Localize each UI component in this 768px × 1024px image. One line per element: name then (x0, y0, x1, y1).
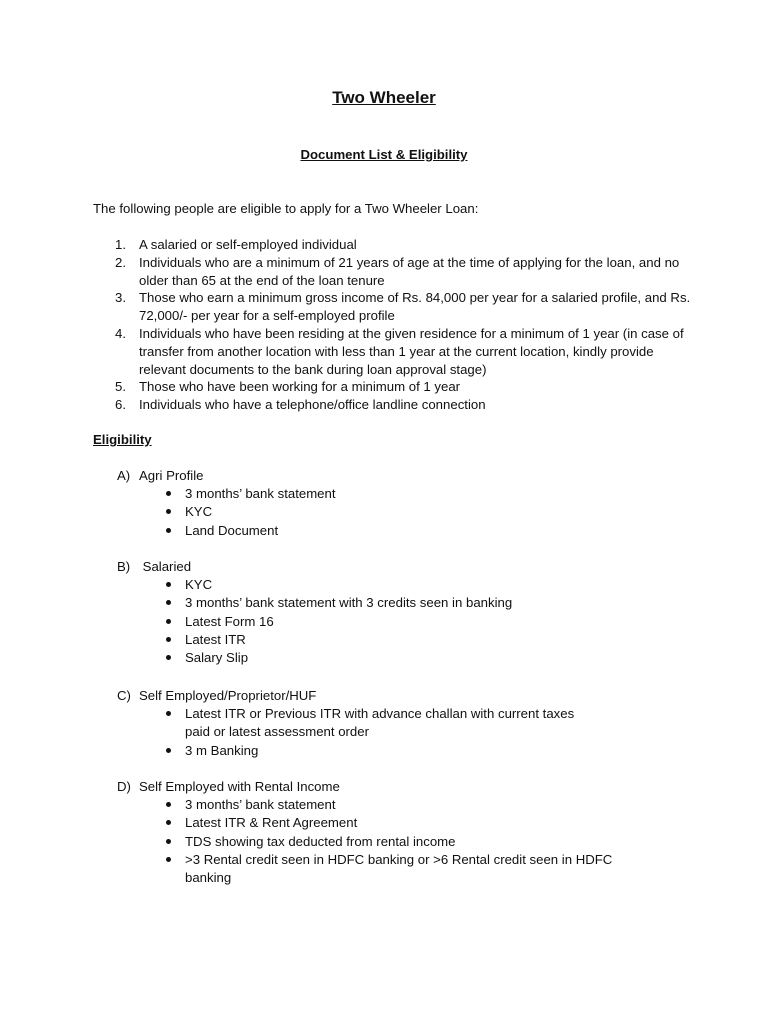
group-agri-profile (93, 467, 693, 540)
list-item (93, 705, 693, 741)
group-self-employed-rental-income (93, 778, 693, 887)
list-item (93, 649, 693, 667)
group-letter: D) (117, 779, 131, 794)
group-heading (93, 558, 693, 576)
list-item (93, 833, 693, 851)
group-letter: C) (117, 688, 131, 703)
list-item (93, 289, 693, 325)
list-item (93, 325, 693, 378)
bullet-icon (93, 631, 185, 649)
list-number: 6. (115, 397, 126, 413)
list-item (93, 485, 693, 503)
list-item (93, 522, 693, 540)
bullet-text: KYC (185, 504, 213, 520)
bullet-text: TDS showing tax deducted from rental income (185, 833, 456, 849)
bullet-icon (93, 594, 185, 612)
eligibility-criteria-list (93, 236, 693, 414)
bullet-icon (93, 796, 185, 814)
bullet-list (93, 576, 693, 667)
bullet-list (93, 796, 693, 887)
bullet-icon (93, 485, 185, 503)
bullet-text: 3 months’ bank statement (185, 797, 336, 813)
list-item-text: Those who have been working for a minimum of 1 year (139, 379, 461, 395)
group-name: Agri Profile (139, 468, 204, 483)
list-number: 1. (115, 237, 126, 252)
group-name: Salaried (139, 559, 192, 574)
bullet-icon (93, 833, 185, 851)
bullet-icon (93, 576, 185, 594)
list-item (93, 236, 693, 254)
bullet-text: Latest Form 16 (185, 613, 274, 629)
list-item-text: Individuals who have been residing at the given residence for a minimum of 1 year (in case of transfer from another location with less than 1 year at the current location, kindly provide relevant documents to the bank during loan approval stage) (139, 325, 684, 377)
list-item (93, 396, 693, 414)
group-salaried (93, 558, 693, 667)
bullet-text: 3 m Banking (185, 742, 259, 758)
bullet-text: >3 Rental credit seen in HDFC banking or >6 Rental credit seen in HDFC banking (185, 851, 613, 886)
bullet-text: Latest ITR & Rent Agreement (185, 815, 358, 831)
bullet-text: Latest ITR (185, 631, 246, 647)
bullet-icon (93, 522, 185, 540)
group-self-employed-proprietor-huf (93, 687, 693, 760)
bullet-icon (93, 814, 185, 832)
list-item (93, 814, 693, 832)
bullet-icon (93, 705, 185, 741)
list-number: 2. (115, 254, 126, 270)
list-item (93, 254, 693, 290)
bullet-text: 3 months’ bank statement with 3 credits seen in banking (185, 595, 513, 611)
list-number: 4. (115, 325, 126, 341)
list-number: 3. (115, 290, 126, 306)
group-heading (93, 778, 693, 796)
group-name: Self Employed/Proprietor/HUF (139, 688, 317, 703)
list-item (93, 796, 693, 814)
list-item (93, 631, 693, 649)
list-item (93, 378, 693, 396)
list-item (93, 594, 693, 612)
list-item-text: Those who earn a minimum gross income of Rs. 84,000 per year for a salaried profile, and Rs. 72,000/- per year for a self-employed profile (139, 290, 691, 324)
bullet-icon (93, 649, 185, 667)
bullet-list (93, 705, 693, 760)
bullet-list (93, 485, 693, 540)
list-item-text: Individuals who have a telephone/office landline connection (139, 397, 486, 413)
list-item (93, 851, 693, 887)
eligibility-heading: Eligibility (93, 432, 152, 447)
list-number: 5. (115, 379, 126, 395)
group-heading (93, 687, 693, 705)
bullet-text: Salary Slip (185, 650, 249, 666)
intro-text: The following people are eligible to apply for a Two Wheeler Loan: (93, 201, 479, 216)
bullet-icon (93, 851, 185, 887)
list-item (93, 576, 693, 594)
bullet-icon (93, 503, 185, 521)
group-name: Self Employed with Rental Income (139, 779, 340, 794)
list-item-text: Individuals who are a minimum of 21 years of age at the time of applying for the loan, and no older than 65 at the end of the loan tenure (139, 254, 680, 288)
page-title: Two Wheeler (332, 88, 436, 107)
group-letter: B) (117, 559, 131, 574)
bullet-text: KYC (185, 577, 213, 593)
bullet-icon (93, 613, 185, 631)
list-item-text: A salaried or self-employed individual (139, 237, 357, 252)
group-letter: A) (117, 468, 131, 483)
list-item (93, 742, 693, 760)
page-subtitle: Document List & Eligibility (300, 147, 468, 162)
bullet-text: Latest ITR or Previous ITR with advance challan with current taxes paid or latest assessment order (185, 706, 575, 740)
bullet-text: 3 months’ bank statement (185, 486, 336, 502)
list-item (93, 613, 693, 631)
bullet-icon (93, 742, 185, 760)
list-item (93, 503, 693, 521)
group-heading (93, 467, 693, 485)
bullet-text: Land Document (185, 522, 279, 538)
